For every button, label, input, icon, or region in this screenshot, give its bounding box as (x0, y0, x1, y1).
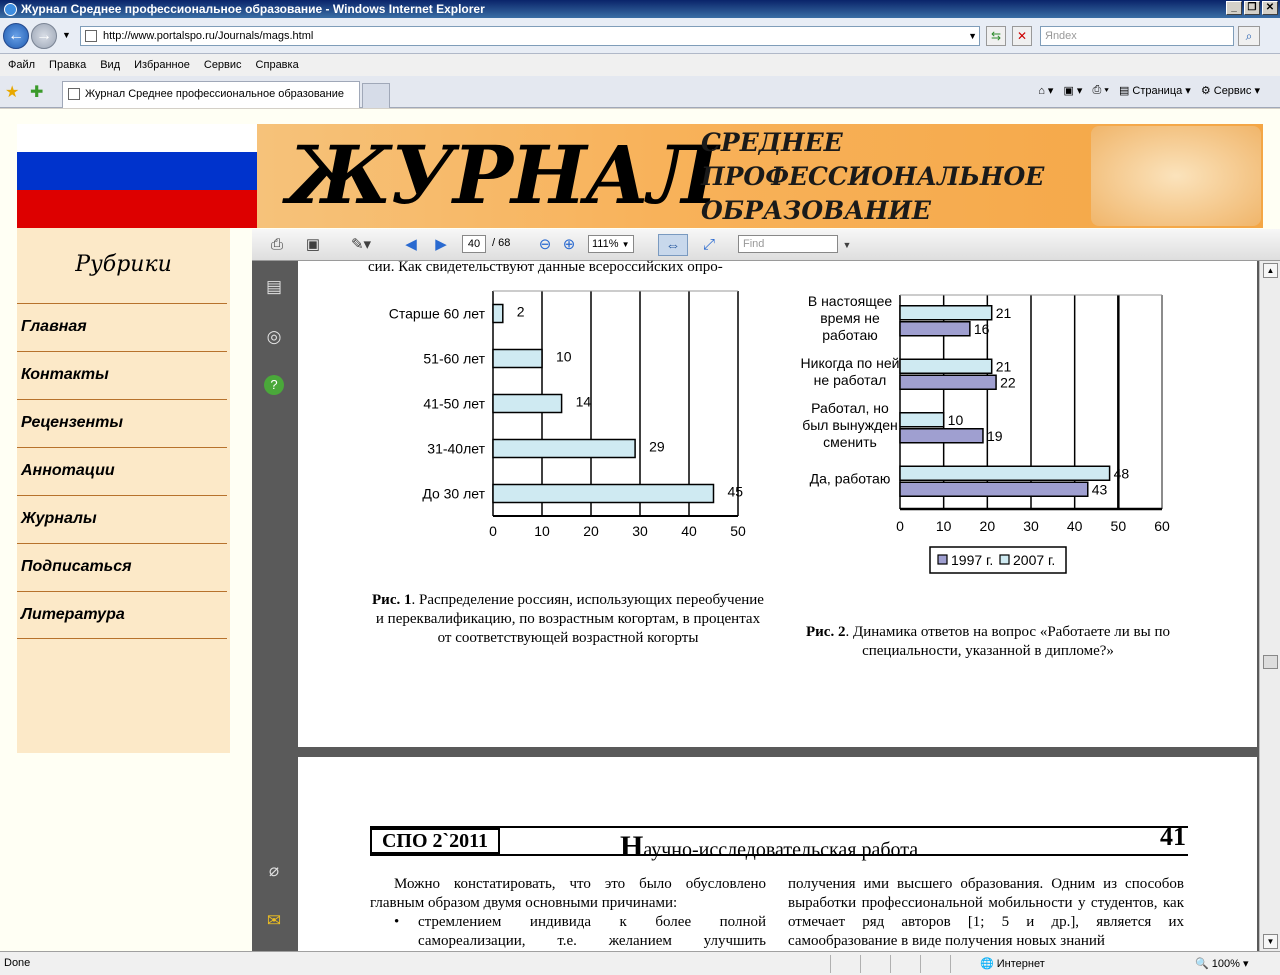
data-label: 10 (947, 411, 964, 428)
sidebar-title: Рубрики (75, 252, 172, 277)
fit-page-icon[interactable]: ⤢ (702, 236, 715, 253)
window-title: Журнал Среднее профессиональное образование - Windows Internet Explorer (21, 2, 485, 16)
pdf-side-rail (252, 261, 298, 951)
pdf-toolbar (252, 229, 1280, 261)
text-column-right: получения ими высшего образования. Одним из способов выработки профессиональной мобильности у студентов, как отмечает ряд авторов [1; 5 и др.], является их самообразование в виде получения новых знаний (788, 876, 1184, 949)
menu-help[interactable]: Справка (255, 59, 299, 71)
x-tick-label: 20 (979, 518, 996, 534)
feeds-icon[interactable]: ▣ ▾ (1063, 85, 1083, 97)
figure-1-caption: Рис. 1. Распределение россиян, использующих переобучение и переквалификацию, по возрастным когортам, в процентах от соответствующей возрастной когорты (372, 592, 764, 646)
zoom-select[interactable]: 111% ▼ (588, 235, 634, 253)
page-content (0, 109, 1280, 951)
category-label: время не (820, 309, 880, 326)
minimize-button[interactable]: _ (1226, 1, 1242, 15)
bar (493, 440, 635, 458)
data-label: 21 (995, 358, 1012, 375)
x-tick-label: 60 (1154, 518, 1170, 534)
bar (900, 359, 992, 373)
page-number-input[interactable]: 40 (462, 235, 486, 253)
category-label: 31-40лет (427, 440, 485, 457)
page-total: / 68 (492, 237, 511, 249)
next-page-icon[interactable]: ▶ (435, 236, 447, 253)
history-dropdown-icon[interactable]: ▼ (62, 30, 71, 40)
tab-current[interactable] (62, 81, 360, 108)
data-label: 29 (649, 438, 665, 455)
pdf-page-40 (298, 261, 1257, 747)
pdf-viewer (252, 229, 1280, 951)
back-button[interactable]: ← (3, 23, 29, 49)
pdf-save-icon[interactable]: ▣ (305, 236, 321, 253)
category-label: не работал (813, 371, 887, 388)
bar (900, 466, 1110, 480)
fit-width-icon[interactable]: ⇔ (658, 234, 688, 256)
close-button[interactable]: ✕ (1262, 1, 1278, 15)
bar (493, 305, 503, 323)
site-banner (17, 124, 1263, 228)
sidebar (17, 228, 230, 753)
category-label: работаю (822, 326, 878, 343)
zoom-in-icon[interactable]: ⊕ (562, 236, 576, 253)
add-favorite-icon[interactable]: ✚ (30, 84, 44, 101)
window-titlebar (0, 0, 1280, 18)
category-label: Да, работаю (809, 470, 891, 487)
forward-button[interactable]: → (31, 23, 57, 49)
x-tick-label: 40 (1066, 518, 1083, 534)
data-label: 16 (973, 320, 990, 337)
sidebar-item-subscribe[interactable]: Подписаться (17, 543, 227, 591)
banner-title: ЖУРНАЛ (287, 128, 717, 222)
page-icon (85, 30, 97, 42)
text-column-left: Можно констатировать, что это было обусловлено главным образом двумя основными причинами: • стремлением индивида к более полной самореализации, т.е. желанием улучшить (370, 875, 766, 970)
bar (493, 350, 542, 368)
restore-button[interactable]: ❐ (1244, 1, 1260, 15)
find-dropdown-icon[interactable]: ▼ (842, 240, 852, 250)
search-binoculars-icon[interactable]: ◎ (266, 327, 282, 346)
bar (493, 485, 714, 503)
category-label: Никогда по ней (800, 354, 900, 371)
sidebar-item-reviewers[interactable]: Рецензенты (17, 399, 227, 447)
sidebar-item-contacts[interactable]: Контакты (17, 351, 227, 399)
address-toolbar (0, 18, 1280, 54)
category-label: В настоящее (807, 292, 893, 309)
category-label: сменить (823, 433, 877, 450)
bar (900, 306, 992, 320)
chart-work-by-specialty (768, 289, 1208, 619)
page-menu[interactable]: ▤ Страница ▾ (1118, 85, 1191, 97)
x-tick-label: 0 (896, 518, 904, 534)
data-label: 22 (1000, 374, 1016, 391)
x-tick-label: 30 (632, 523, 648, 539)
category-label: был вынужден (802, 416, 898, 433)
print-icon[interactable]: ⎙ ▾ (1092, 84, 1109, 96)
category-label: 41-50 лет (423, 395, 485, 412)
page-number: 41 (1160, 822, 1186, 851)
x-tick-label: 20 (583, 523, 599, 539)
zoom-level[interactable]: 🔍 100% ▾ (1195, 958, 1249, 970)
previous-page-icon[interactable]: ◀ (405, 236, 417, 253)
data-label: 14 (575, 393, 592, 410)
sidebar-item-home[interactable]: Главная (17, 303, 227, 351)
x-tick-label: 40 (681, 523, 697, 539)
data-label: 2 (516, 303, 525, 320)
banner-subtitle: СРЕДНЕЕ ПРОФЕССИОНАЛЬНОЕ ОБРАЗОВАНИЕ (701, 128, 1045, 225)
security-zone: 🌐 Интернет (980, 958, 1045, 970)
legend-label: 2007 г. (1013, 552, 1056, 568)
search-input[interactable]: Яndex (1040, 26, 1234, 46)
data-label: 43 (1091, 481, 1108, 498)
data-label: 10 (556, 348, 572, 365)
sidebar-item-abstracts[interactable]: Аннотации (17, 447, 227, 495)
address-input[interactable] (80, 26, 980, 46)
data-label: 21 (995, 304, 1012, 321)
category-label: Работал, но (811, 399, 889, 416)
banner-book-image (1091, 126, 1261, 226)
menu-favorites[interactable]: Избранное (134, 59, 190, 71)
help-icon[interactable]: ? (264, 375, 284, 395)
status-bar (0, 951, 1280, 975)
x-tick-label: 30 (1023, 518, 1039, 534)
zoom-out-icon[interactable]: ⊖ (538, 236, 552, 253)
bar (900, 429, 983, 443)
search-icon[interactable]: ⌕ (1238, 26, 1260, 46)
legend-label: 1997 г. (951, 552, 994, 568)
tools-menu[interactable]: ⚙ Сервис ▾ (1200, 85, 1260, 97)
figure-2-caption: Рис. 2. Динамика ответов на вопрос «Работаете ли вы по специальности, указанной в дипломе?» (806, 624, 1170, 659)
status-text: Done (4, 957, 31, 969)
data-label: 19 (986, 427, 1003, 444)
tab-bar (0, 76, 1280, 108)
page-text-line: сии. Как свидетельствуют данные всероссийских опро- (368, 259, 723, 275)
sidebar-item-journals[interactable]: Журналы (17, 495, 227, 543)
section-title: Научно-исследовательская работа (620, 830, 919, 863)
command-bar (1038, 84, 1260, 97)
page-header (370, 822, 1188, 863)
tab-favicon-icon (68, 88, 80, 100)
bar (900, 322, 970, 336)
comments-icon[interactable]: ✉ (266, 911, 282, 930)
stop-icon[interactable]: ✕ (1012, 26, 1032, 46)
x-tick-label: 0 (489, 523, 497, 539)
pdf-page-41 (298, 757, 1257, 957)
pages-panel-icon[interactable]: ▤ (265, 277, 283, 296)
banner-main (257, 124, 1263, 228)
category-label: До 30 лет (422, 485, 485, 502)
category-label: 51-60 лет (423, 350, 485, 367)
menu-tools[interactable]: Сервис (203, 59, 242, 71)
ie-logo-icon (4, 3, 17, 16)
legend-swatch (938, 555, 947, 564)
sidebar-item-literature[interactable]: Литература (17, 591, 227, 639)
data-label: 48 (1113, 465, 1130, 482)
address-url: http://www.portalspo.ru/Journals/mags.html (103, 30, 314, 42)
find-input[interactable]: Find (738, 235, 838, 253)
russian-flag (17, 124, 257, 228)
x-tick-label: 10 (935, 518, 952, 534)
bar (900, 375, 996, 389)
scroll-up-icon[interactable]: ▲ (1263, 263, 1278, 278)
chart-age-cohorts (368, 291, 788, 591)
favorites-star-icon[interactable]: ★ (5, 84, 20, 101)
menu-bar (0, 54, 1280, 76)
category-label: Старше 60 лет (388, 305, 485, 322)
home-icon[interactable]: ⌂ ▾ (1038, 85, 1054, 97)
x-tick-label: 10 (534, 523, 550, 539)
scroll-thumb[interactable] (1263, 655, 1278, 669)
journal-issue-box: СПО 2`2011 (370, 828, 500, 854)
pdf-print-icon[interactable]: ⎙ (270, 236, 283, 253)
x-tick-label: 50 (730, 523, 746, 539)
menu-file[interactable]: Файл (8, 59, 36, 71)
pdf-scrollbar[interactable] (1259, 261, 1280, 951)
x-tick-label: 50 (1110, 518, 1127, 534)
scroll-down-icon[interactable]: ▼ (1263, 934, 1278, 949)
bar (900, 482, 1088, 496)
new-tab-button[interactable] (362, 83, 390, 108)
bar (900, 413, 944, 427)
attachment-icon[interactable]: ⌀ (268, 861, 280, 880)
menu-view[interactable]: Вид (100, 59, 121, 71)
legend-swatch (1000, 555, 1009, 564)
address-dropdown-icon[interactable]: ▼ (968, 31, 977, 41)
refresh-icon[interactable]: ⇆ (986, 26, 1006, 46)
data-label: 45 (727, 483, 744, 500)
menu-edit[interactable]: Правка (49, 59, 87, 71)
bar (493, 395, 562, 413)
tab-title: Журнал Среднее профессиональное образование (85, 88, 344, 100)
pdf-review-icon[interactable]: ✎▾ (350, 236, 372, 253)
